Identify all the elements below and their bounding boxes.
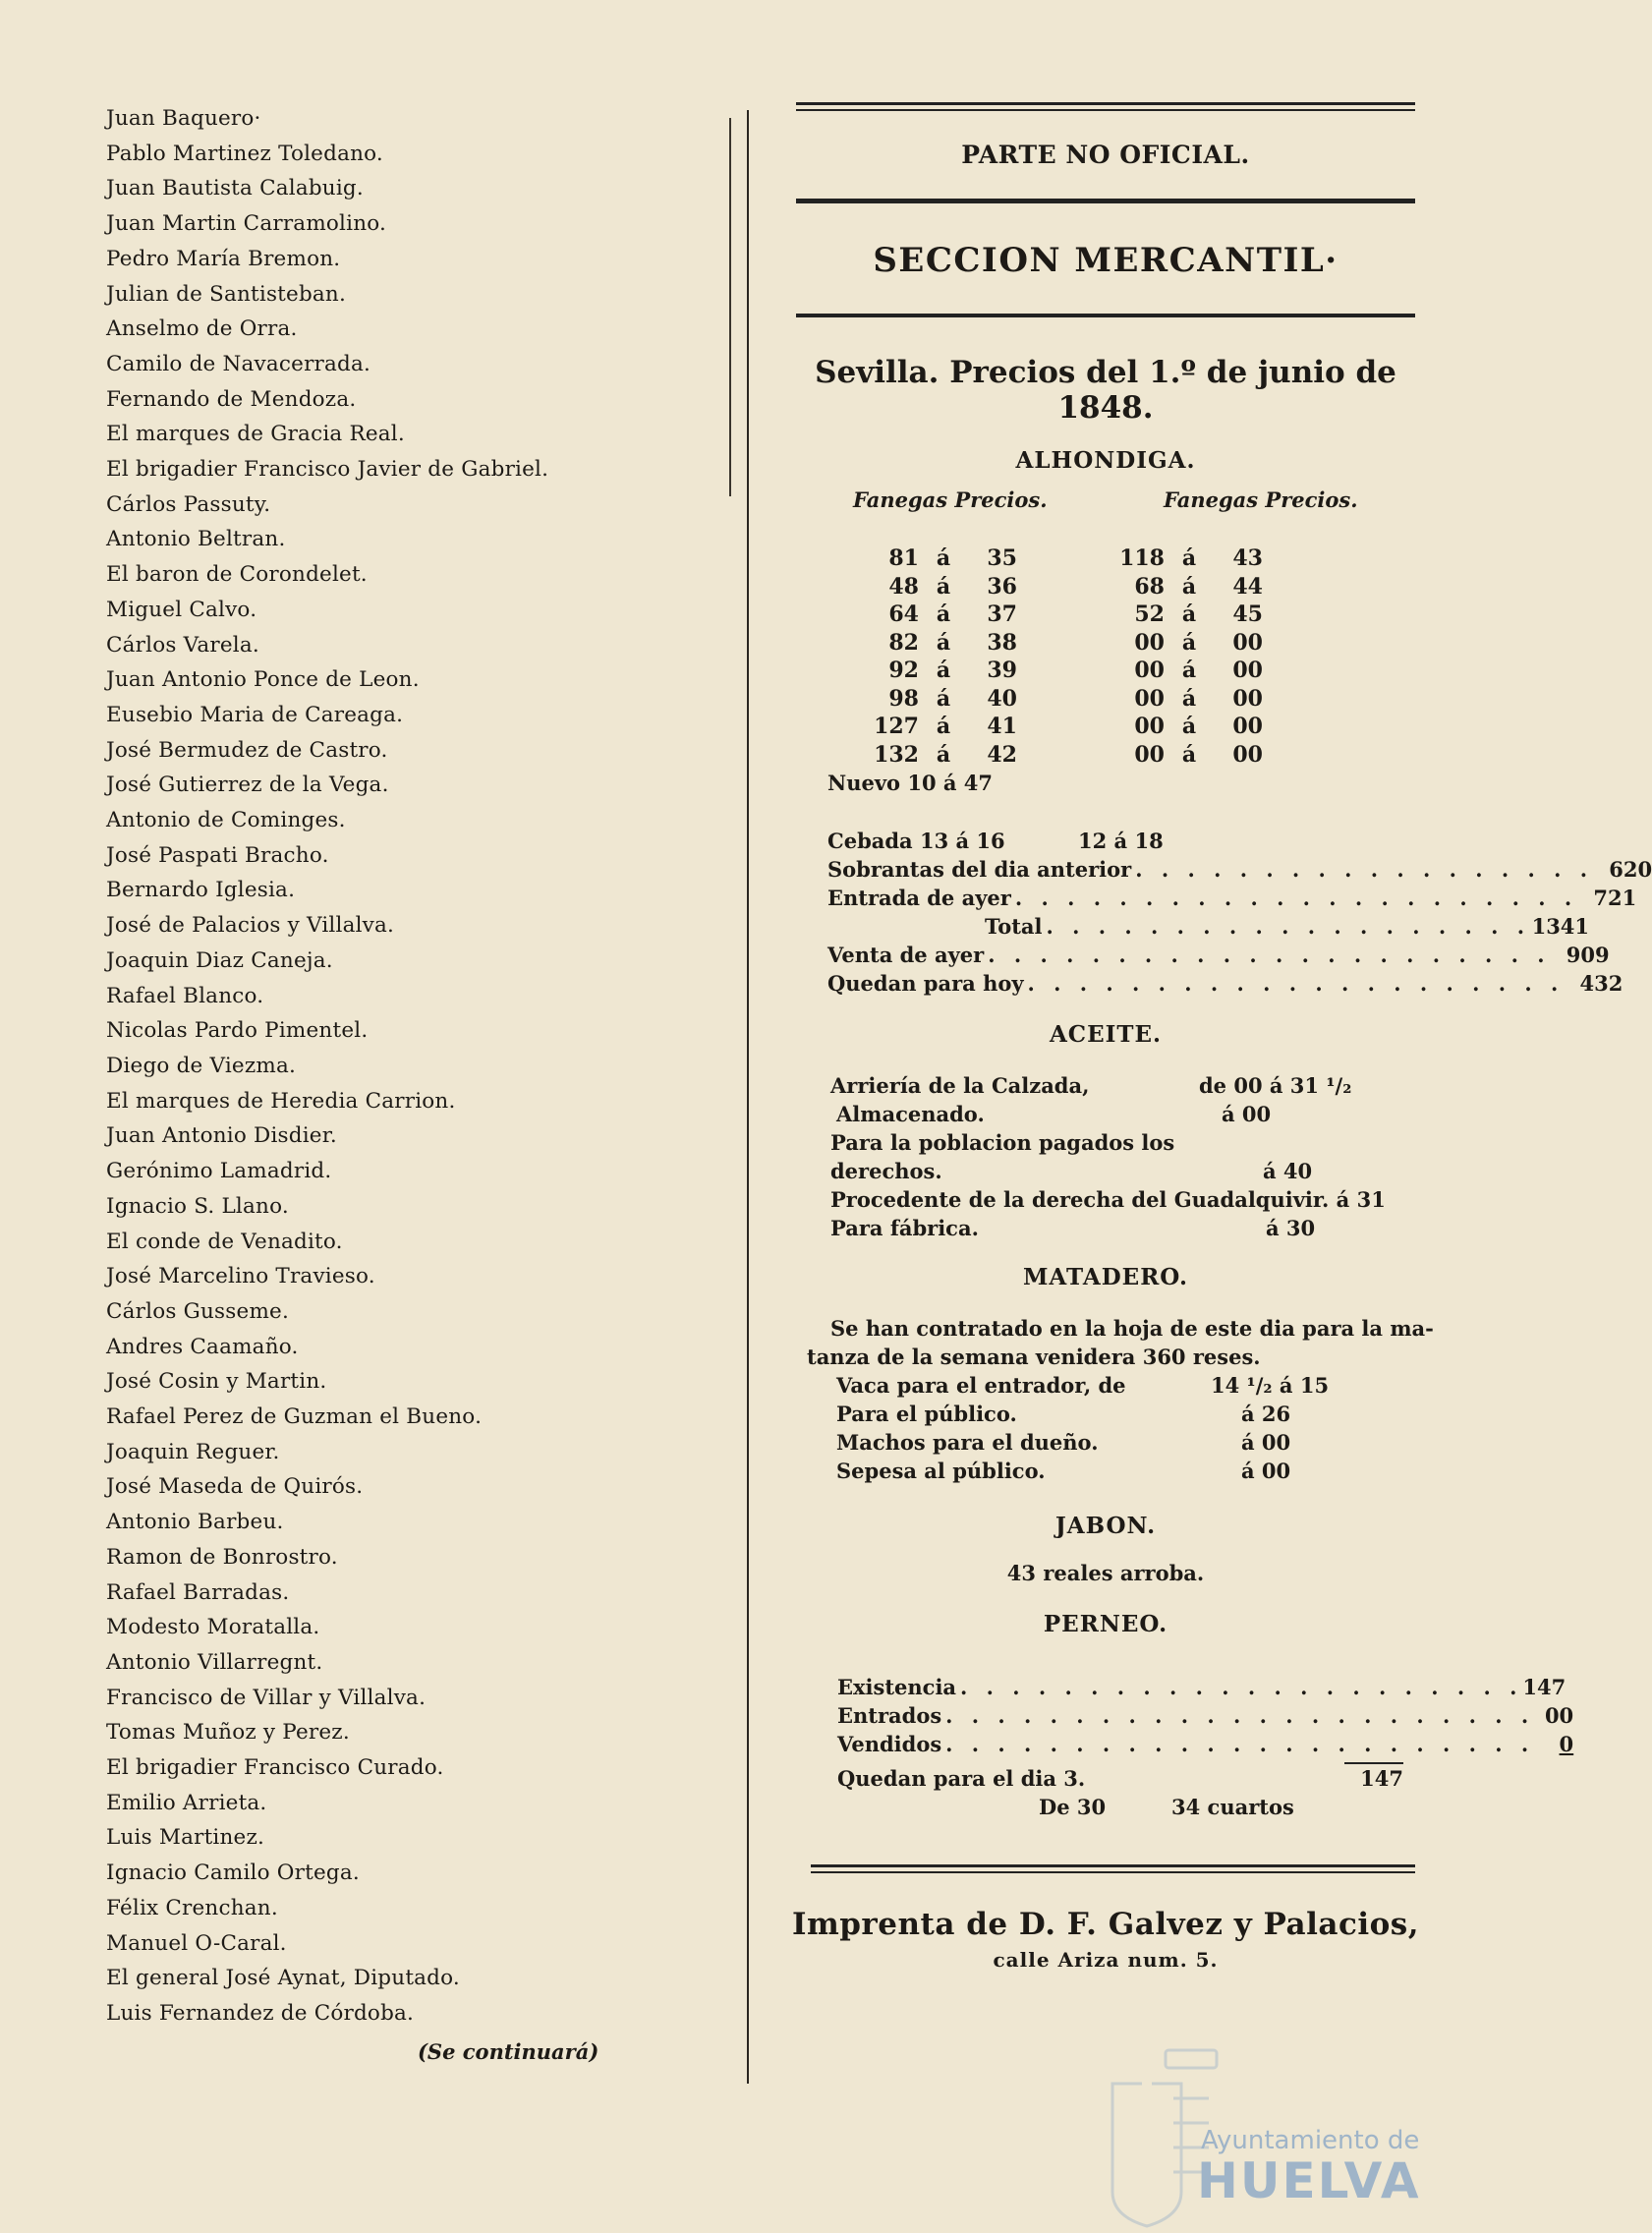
cebada-line bbox=[827, 827, 1391, 855]
venta-label: Venta de ayer bbox=[827, 943, 985, 967]
vendidos-label: Vendidos bbox=[837, 1732, 942, 1756]
aceite-procedente: Procedente de la derecha del Guadalquivir. á 31 bbox=[830, 1187, 1386, 1212]
name-entry: Joaquin Reguer. bbox=[106, 1439, 280, 1464]
price-row bbox=[865, 601, 1263, 629]
jabon-heading: JABON. bbox=[1054, 1513, 1157, 1539]
price-cell: 43 bbox=[1232, 545, 1263, 572]
name-entry: Ignacio Camilo Ortega. bbox=[106, 1861, 360, 1886]
name-entry: Julian de Santisteban. bbox=[106, 281, 347, 307]
cebada-price: Cebada 13 á 16 bbox=[827, 829, 1005, 853]
price-cell: 132 bbox=[874, 741, 919, 768]
dot-leader: . . . . . . . . . . . . . . . . . . . . . . bbox=[1014, 886, 1578, 910]
name-entry: Anselmo de Orra. bbox=[106, 316, 298, 342]
venta-row bbox=[827, 941, 1610, 969]
dot-leader: . . . . . . . . . . . . . . . . . . bbox=[1135, 857, 1594, 882]
vaca-price: 14 ¹/₂ á 15 bbox=[1211, 1373, 1330, 1398]
aceite-fabrica: Para fábrica. bbox=[830, 1216, 979, 1240]
price-cell: 38 bbox=[987, 629, 1017, 656]
name-entry: José Marcelino Travieso. bbox=[106, 1264, 375, 1289]
name-entry: Juan Baquero· bbox=[106, 106, 261, 131]
quedan-row bbox=[827, 969, 1624, 998]
dot-leader: . . . . . . . . . . . . . . . . . . . bbox=[1046, 914, 1531, 939]
seccion-heading: SECCION MERCANTIL· bbox=[873, 241, 1339, 280]
quedan-dia-label: Quedan para el dia 3. bbox=[837, 1766, 1086, 1791]
price-cell: á bbox=[936, 629, 951, 656]
price-cell: 45 bbox=[1232, 601, 1263, 628]
matadero-para-2 bbox=[807, 1343, 1425, 1371]
alhondiga-prices-table bbox=[865, 544, 1263, 769]
imprenta-line: Imprenta de D. F. Galvez y Palacios, bbox=[791, 1907, 1420, 1942]
price-cell: 36 bbox=[987, 573, 1017, 600]
quedan-dia-value: 147 bbox=[1360, 1766, 1403, 1791]
perneo-heading: PERNEO. bbox=[1043, 1611, 1168, 1637]
price-row bbox=[865, 741, 1263, 770]
alhondiga-summary bbox=[827, 827, 1652, 998]
dot-leader: . . . . . . . . . . . . . . . . . . . . . . . bbox=[945, 1703, 1535, 1728]
nuevo-line: Nuevo 10 á 47 bbox=[827, 771, 994, 795]
price-row bbox=[865, 573, 1263, 601]
price-cell: á bbox=[936, 573, 951, 600]
column-divider-short bbox=[729, 118, 731, 496]
price-row bbox=[865, 657, 1263, 685]
machos-price: á 00 bbox=[1241, 1430, 1291, 1455]
aceite-almacenado-price: á 00 bbox=[1222, 1102, 1272, 1126]
price-row bbox=[865, 629, 1263, 658]
parte-heading: PARTE NO OFICIAL. bbox=[961, 141, 1250, 169]
name-entry: Rafael Barradas. bbox=[106, 1579, 290, 1605]
sobrantes-label: Sobrantas del dia anterior bbox=[827, 857, 1132, 882]
aceite-line-5 bbox=[830, 1185, 1391, 1214]
entrados-value: 00 bbox=[1544, 1703, 1574, 1728]
precio-de: De 30 bbox=[1039, 1795, 1107, 1819]
name-entry: Rafael Blanco. bbox=[106, 983, 264, 1008]
price-cell: á bbox=[1181, 741, 1197, 768]
quedan-dia-row bbox=[837, 1764, 1403, 1793]
name-entry: José de Palacios y Villalva. bbox=[106, 913, 395, 939]
aceite-line-2 bbox=[830, 1100, 1391, 1128]
name-entry: El marques de Gracia Real. bbox=[106, 422, 405, 447]
price-cell: 98 bbox=[888, 685, 919, 712]
name-entry: Ignacio S. Llano. bbox=[106, 1193, 289, 1219]
price-cell: á bbox=[936, 685, 951, 712]
aceite-arrieria: Arriería de la Calzada, bbox=[830, 1073, 1090, 1098]
publico-price: á 26 bbox=[1241, 1402, 1291, 1426]
price-cell: 00 bbox=[1134, 714, 1165, 740]
matadero-para-1 bbox=[830, 1314, 1434, 1343]
name-entry: José Bermudez de Castro. bbox=[106, 737, 388, 763]
name-entry: José Maseda de Quirós. bbox=[106, 1474, 364, 1500]
price-cell: á bbox=[1181, 545, 1197, 572]
publico-label: Para el público. bbox=[836, 1402, 1017, 1426]
name-entry: Rafael Perez de Guzman el Bueno. bbox=[106, 1404, 483, 1430]
sobrantes-row bbox=[827, 855, 1652, 884]
watermark-line-1: Ayuntamiento de bbox=[1201, 2126, 1420, 2155]
vendidos-value: 0 bbox=[1559, 1732, 1574, 1756]
price-cell: 00 bbox=[1134, 629, 1165, 656]
aceite-poblacion: Para la poblacion pagados los bbox=[830, 1130, 1175, 1155]
continuation-note: (Se continuará) bbox=[418, 2039, 599, 2064]
price-cell: 92 bbox=[888, 658, 919, 684]
bottom-rule bbox=[811, 1864, 1415, 1873]
name-entry: Juan Bautista Calabuig. bbox=[106, 176, 364, 201]
total-label: Total bbox=[985, 914, 1043, 939]
price-cell: á bbox=[1181, 658, 1197, 684]
name-entry: Bernardo Iglesia. bbox=[106, 878, 296, 903]
column-divider bbox=[747, 110, 749, 2084]
aceite-line-6 bbox=[830, 1214, 1391, 1242]
price-cell: á bbox=[936, 545, 951, 572]
existencia-label: Existencia bbox=[837, 1675, 957, 1699]
name-entry: Miguel Calvo. bbox=[106, 597, 257, 622]
watermark-line-2: HUELVA bbox=[1197, 2152, 1421, 2209]
price-cell: á bbox=[936, 714, 951, 740]
aceite-arrieria-price: de 00 á 31 ¹/₂ bbox=[1199, 1073, 1352, 1098]
name-entry: Juan Martin Carramolino. bbox=[106, 211, 387, 237]
perneo-block bbox=[837, 1673, 1574, 1821]
alhondiga-heading: ALHONDIGA. bbox=[1015, 447, 1196, 474]
price-cell: á bbox=[1181, 601, 1197, 628]
matadero-text-1: Se han contratado en la hoja de este dia para la ma- bbox=[830, 1316, 1434, 1341]
name-entry: Félix Crenchan. bbox=[106, 1895, 278, 1920]
existencia-row bbox=[837, 1673, 1567, 1701]
name-entry: Joaquin Diaz Caneja. bbox=[106, 947, 333, 973]
aceite-derechos-price: á 40 bbox=[1263, 1159, 1313, 1183]
calle-line: calle Ariza num. 5. bbox=[993, 1948, 1219, 1972]
name-entry: Modesto Moratalla. bbox=[106, 1615, 320, 1640]
price-cell: 39 bbox=[987, 658, 1017, 684]
col-head-right: Fanegas Precios. bbox=[1164, 487, 1358, 512]
name-entry: Cárlos Passuty. bbox=[106, 491, 271, 517]
name-entry: José Paspati Bracho. bbox=[106, 842, 329, 868]
price-cell: 00 bbox=[1134, 685, 1165, 712]
name-entry: Ramon de Bonrostro. bbox=[106, 1544, 338, 1570]
matadero-heading: MATADERO. bbox=[1022, 1264, 1189, 1290]
name-entry: Tomas Muñoz y Perez. bbox=[106, 1720, 350, 1746]
name-entry: Cárlos Gusseme. bbox=[106, 1298, 289, 1324]
price-cell: á bbox=[1181, 714, 1197, 740]
matadero-sepesa bbox=[830, 1457, 1425, 1485]
vaca-label: Vaca para el entrador, de bbox=[836, 1373, 1126, 1398]
aceite-line-1 bbox=[830, 1071, 1391, 1100]
prices-title: Sevilla. Precios del 1.º de junio de 1848. bbox=[815, 355, 1396, 426]
price-cell: á bbox=[936, 741, 951, 768]
price-cell: 00 bbox=[1232, 658, 1263, 684]
matadero-text-2: tanza de la semana venidera 360 reses. bbox=[807, 1345, 1261, 1369]
quedan-value: 432 bbox=[1579, 971, 1624, 996]
name-entry: José Gutierrez de la Vega. bbox=[106, 773, 389, 798]
price-cell: 00 bbox=[1134, 741, 1165, 768]
aceite-line-3 bbox=[830, 1128, 1391, 1157]
price-cell: 81 bbox=[888, 545, 919, 572]
jabon-text: 43 reales arroba. bbox=[1006, 1561, 1205, 1585]
price-cell: 41 bbox=[987, 714, 1017, 740]
price-cell: 00 bbox=[1134, 658, 1165, 684]
entrada-label: Entrada de ayer bbox=[827, 886, 1011, 910]
name-entry: Francisco de Villar y Villalva. bbox=[106, 1685, 427, 1710]
name-entry: Gerónimo Lamadrid. bbox=[106, 1159, 332, 1184]
name-entry: Antonio Barbeu. bbox=[106, 1510, 284, 1535]
name-entry: Antonio Villarregnt. bbox=[106, 1649, 323, 1675]
price-cell: á bbox=[936, 601, 951, 628]
name-entry: El general José Aynat, Diputado. bbox=[106, 1966, 460, 1991]
name-entry: Camilo de Navacerrada. bbox=[106, 351, 371, 376]
names-list bbox=[106, 101, 725, 2032]
cebada-price-2: 12 á 18 bbox=[1078, 829, 1164, 853]
price-cell: 37 bbox=[987, 601, 1017, 628]
rule-after-seccion bbox=[796, 314, 1415, 317]
matadero-vaca bbox=[830, 1371, 1425, 1400]
vendidos-row bbox=[837, 1730, 1574, 1760]
price-cell: 118 bbox=[1119, 545, 1165, 572]
price-cell: á bbox=[1181, 629, 1197, 656]
matadero-publico bbox=[830, 1400, 1425, 1428]
name-entry: El marques de Heredia Carrion. bbox=[106, 1088, 456, 1114]
price-cell: 44 bbox=[1232, 573, 1263, 600]
name-entry: Juan Antonio Ponce de Leon. bbox=[106, 667, 420, 693]
price-cell: 42 bbox=[987, 741, 1017, 768]
dot-leader: . . . . . . . . . . . . . . . . . . . . . bbox=[1027, 971, 1565, 996]
total-row bbox=[827, 912, 1590, 941]
name-entry: Antonio de Cominges. bbox=[106, 808, 346, 833]
entrada-row bbox=[827, 884, 1637, 912]
price-cell: á bbox=[1181, 573, 1197, 600]
entrados-row bbox=[837, 1701, 1574, 1730]
dot-leader: . . . . . . . . . . . . . . . . . . . . . . bbox=[960, 1675, 1523, 1699]
name-entry: Cárlos Varela. bbox=[106, 632, 259, 658]
aceite-block bbox=[830, 1071, 1391, 1242]
name-entry: Diego de Viezma. bbox=[106, 1053, 297, 1078]
name-entry: El baron de Corondelet. bbox=[106, 562, 368, 588]
aceite-almacenado: Almacenado. bbox=[836, 1102, 985, 1126]
entrada-value: 721 bbox=[1593, 886, 1637, 910]
price-cell: 52 bbox=[1134, 601, 1165, 628]
price-row bbox=[865, 544, 1263, 573]
cuartos-row bbox=[837, 1793, 1403, 1821]
price-cell: 127 bbox=[874, 714, 919, 740]
sepesa-price: á 00 bbox=[1241, 1459, 1291, 1483]
name-entry: José Cosin y Martin. bbox=[106, 1369, 327, 1395]
price-cell: 64 bbox=[888, 601, 919, 628]
price-cell: 00 bbox=[1232, 714, 1263, 740]
name-entry: El brigadier Francisco Javier de Gabriel. bbox=[106, 457, 549, 483]
name-entry: El conde de Venadito. bbox=[106, 1229, 343, 1254]
name-entry: Manuel O-Caral. bbox=[106, 1930, 287, 1956]
price-cell: 48 bbox=[888, 573, 919, 600]
price-cell: 82 bbox=[888, 629, 919, 656]
name-entry: Andres Caamaño. bbox=[106, 1334, 299, 1359]
name-entry: Luis Martinez. bbox=[106, 1825, 265, 1851]
entrados-label: Entrados bbox=[837, 1703, 942, 1728]
total-value: 1341 bbox=[1531, 914, 1590, 939]
dot-leader: . . . . . . . . . . . . . . . . . . . . . . bbox=[988, 943, 1551, 967]
right-column bbox=[786, 98, 1652, 1972]
price-cell: 40 bbox=[987, 685, 1017, 712]
price-cell: á bbox=[1181, 685, 1197, 712]
price-cell: á bbox=[936, 658, 951, 684]
aceite-heading: ACEITE. bbox=[1049, 1021, 1163, 1048]
quedan-label: Quedan para hoy bbox=[827, 971, 1024, 996]
price-cell: 00 bbox=[1232, 685, 1263, 712]
machos-label: Machos para el dueño. bbox=[836, 1430, 1099, 1455]
aceite-derechos: derechos. bbox=[830, 1159, 942, 1183]
name-entry: Emilio Arrieta. bbox=[106, 1790, 267, 1815]
price-row bbox=[865, 713, 1263, 741]
price-cell: 68 bbox=[1134, 573, 1165, 600]
name-entry: Eusebio Maria de Careaga. bbox=[106, 702, 404, 727]
sepesa-label: Sepesa al público. bbox=[836, 1459, 1046, 1483]
rule-after-parte bbox=[796, 199, 1415, 203]
col-head-left: Fanegas Precios. bbox=[853, 487, 1048, 512]
aceite-fabrica-price: á 30 bbox=[1266, 1216, 1316, 1240]
matadero-block bbox=[807, 1314, 1434, 1485]
matadero-machos bbox=[830, 1428, 1425, 1457]
name-entry: Pedro María Bremon. bbox=[106, 246, 341, 271]
price-cell: 00 bbox=[1232, 629, 1263, 656]
existencia-value: 147 bbox=[1522, 1675, 1567, 1699]
price-row bbox=[865, 685, 1263, 714]
venta-value: 909 bbox=[1566, 943, 1610, 967]
name-entry: Antonio Beltran. bbox=[106, 527, 286, 552]
aceite-line-4 bbox=[830, 1157, 1391, 1185]
name-entry: El brigadier Francisco Curado. bbox=[106, 1755, 444, 1781]
name-entry: Fernando de Mendoza. bbox=[106, 386, 357, 412]
price-cell: 35 bbox=[987, 545, 1017, 572]
name-entry: Nicolas Pardo Pimentel. bbox=[106, 1018, 369, 1044]
top-rule bbox=[796, 102, 1415, 111]
price-cell: 00 bbox=[1232, 741, 1263, 768]
name-entry: Luis Fernandez de Córdoba. bbox=[106, 2000, 415, 2026]
name-entry: Juan Antonio Disdier. bbox=[106, 1123, 337, 1149]
dot-leader: . . . . . . . . . . . . . . . . . . . . . . . bbox=[945, 1732, 1535, 1756]
precio-cuartos: 34 cuartos bbox=[1171, 1795, 1294, 1819]
sobrantes-value: 620 bbox=[1609, 857, 1652, 882]
name-entry: Pablo Martinez Toledano. bbox=[106, 141, 383, 166]
alhondiga-column-heads bbox=[786, 487, 1425, 523]
